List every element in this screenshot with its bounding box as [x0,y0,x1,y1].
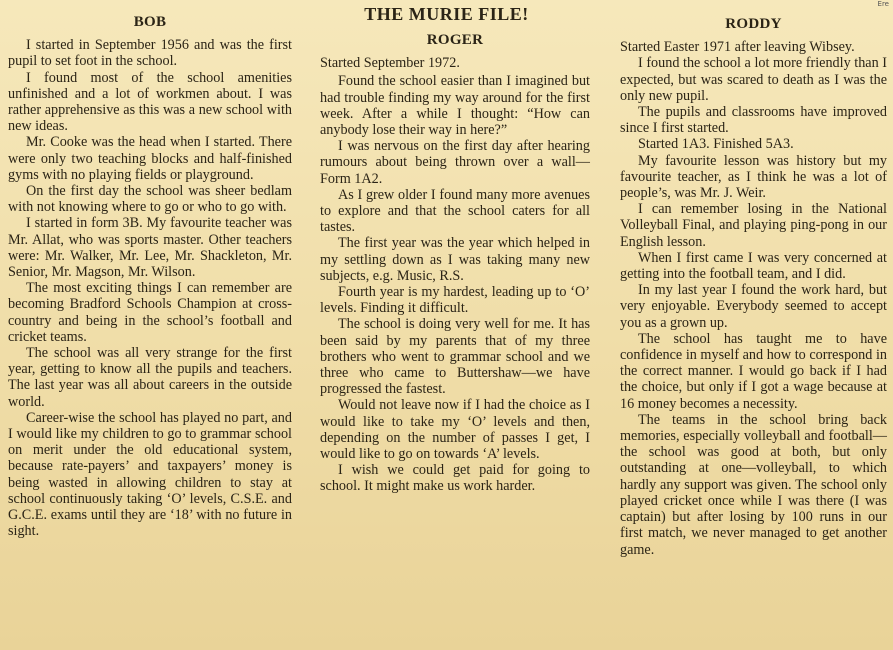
paragraph: I found the school a lot more friendly than I expected, but was scared to death as I was the only new pupil. [620,55,887,104]
paragraph: My favourite lesson was history but my favourite teacher, as I think he was a lot of people’s, was Mr. J. Weir. [620,152,887,202]
paragraph: Mr. Cooke was the head when I started. There were only two teaching blocks and half-finished gyms with no playing fields or playground. [8,134,292,183]
paragraph: Started 1A3. Finished 5A3. [638,136,794,153]
paragraph: I found most of the school amenities unfinished and a lot of workmen about. I was rather apprehensive as this was a new school with new ideas. [8,69,292,135]
paragraph: The school is doing very well for me. It has been said by my parents that of my three brothers who went to grammar school and we three who came to Buttershaw—we have progressed the fastest. [320,316,590,398]
paragraph: Found the school easier than I imagined but had trouble finding my way around for the first week. After a while I thought: “How can anybody lose their way in here?” [320,73,590,139]
paragraph: Career-wise the school has played no part, and I would like my children to go to grammar school on merit under the old educational system, because rate-payers’ and taxpayers’ money is being wasted in allowing children to stay at school continuously taking ‘O’ levels, C.S.E. and G.C.E. exams until they are ‘18’ with no future in sight. [8,409,292,540]
paragraph: I can remember losing in the National Volleyball Final, and playing ping-pong in our English lesson. [620,201,887,250]
paragraph: I was nervous on the first day after hearing rumours about being thrown over a wall—Form 1A2. [320,138,590,187]
paragraph: I wish we could get paid for going to school. It might make us work harder. [320,462,590,495]
corner-mark: Ere [877,0,889,8]
paragraph: The pupils and classrooms have improved since I first started. [620,104,887,137]
paragraph: I started in September 1956 and was the first pupil to set foot in the school. [8,37,292,70]
column-heading: RODDY [725,16,782,32]
paragraph: The school was all very strange for the first year, getting to know all the pupils and teachers. The last year was all about careers in the outside world. [8,345,292,410]
paragraph: As I grew older I found many more avenues to explore and that the school caters for all tastes. [320,186,590,236]
column-heading: BOB [133,14,167,30]
paragraph: Started Easter 1971 after leaving Wibsey. [620,39,855,56]
paragraph: In my last year I found the work hard, but very enjoyable. Everybody seemed to accept you as a grown up. [620,282,887,331]
column-roddy [620,10,887,650]
paragraph: The most exciting things I can remember are becoming Bradford Schools Champion at cross-country and being in the school’s football and cricket teams. [8,280,292,345]
column-heading: ROGER [426,32,484,48]
paragraph: I started in form 3B. My favourite teacher was Mr. Allat, who was sports master. Other teachers were: Mr. Walker, Mr. Lee, Mr. Shackleton, Mr. Senior, Mr. Magson, Mr. Wilson. [8,215,292,281]
paragraph: Fourth year is my hardest, leading up to ‘O’ levels. Finding it difficult. [320,284,590,317]
paragraph: On the first day the school was sheer bedlam with not knowing where to go or who to go with. [8,183,292,216]
article-title: THE MURIE FILE! [364,4,529,24]
paragraph: Would not leave now if I had the choice as I would like to take my ‘O’ levels and then, depending on the number of passes I get, I would like to go on towards ‘A’ levels. [320,397,590,463]
paragraph: The school has taught me to have confidence in myself and how to correspond in the correct manner. I would go back if I had the choice, but only if I got a wage because at 16 money becomes a necessity. [620,330,887,412]
paragraph: The first year was the year which helped in my settling down as I was taking many new subjects, e.g. Music, R.S. [320,235,590,284]
paragraph: The teams in the school bring back memories, especially volleyball and football—the school was good at both, but only outstanding at one—volleyball, to which hardly any support was given. The school only played cricket once while I was there (I was captain) but after losing by 100 runs in our first match, we never managed to get another game. [620,411,887,558]
paragraph: Started September 1972. [320,55,460,72]
paragraph: When I first came I was very concerned at getting into the football team, and I did. [620,249,887,283]
column-roger [320,32,590,650]
column-bob [8,10,292,650]
